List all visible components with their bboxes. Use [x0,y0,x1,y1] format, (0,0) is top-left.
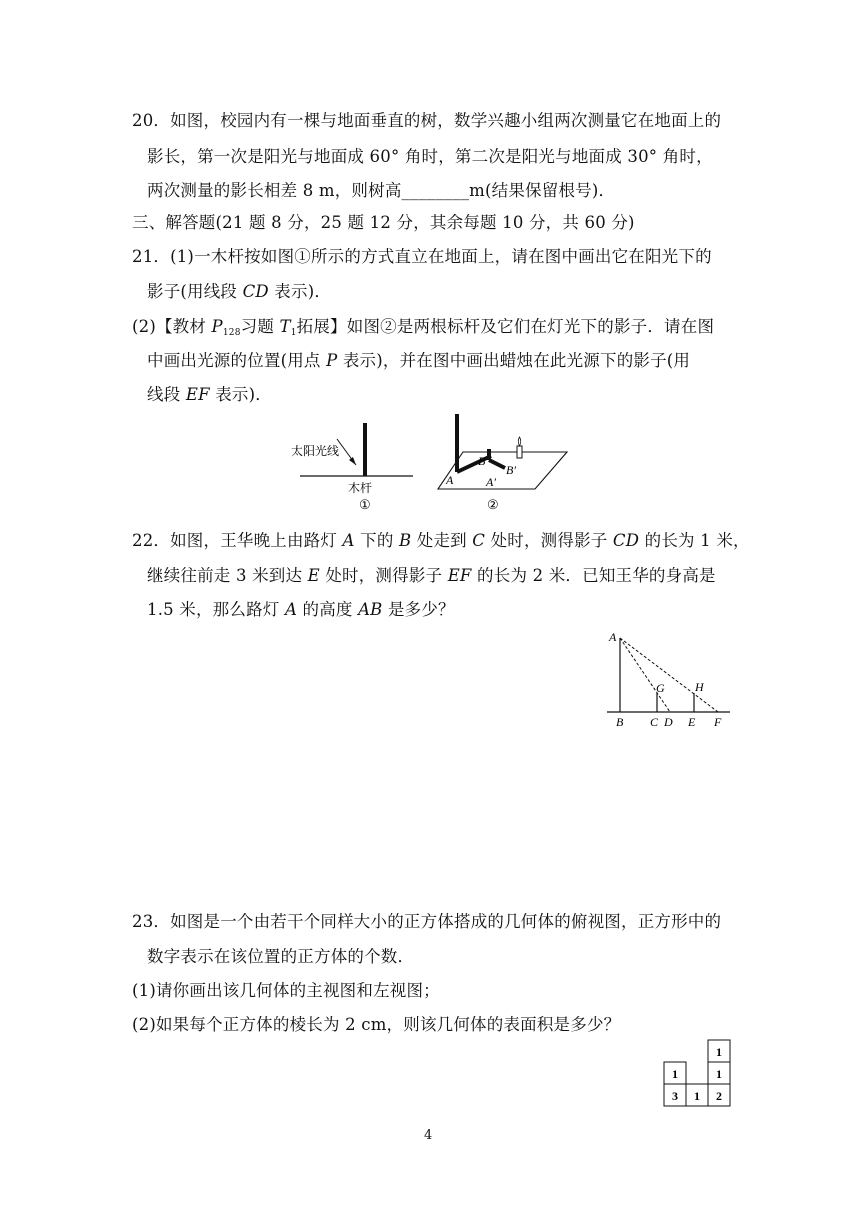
figure-number: ① [359,497,371,512]
shadow-a [457,456,491,472]
figure-2 [430,410,575,515]
q21-line1: 21．(1)一木杆按如图①所示的方式直立在地面上，请在图中画出它在阳光下的 [132,247,712,266]
q21-part2-line3: 线段 EF 表示)． [147,385,272,404]
light-ray-d [620,638,670,712]
label-g: G [656,681,665,695]
q21-line2: 影子(用线段 CD 表示)． [147,282,332,301]
answer-blank: ________ [401,181,470,200]
q20-line3: 两次测量的影长相差 8 m，则树高________m(结果保留根号)． [147,181,616,200]
pole-label: 木杆 [348,481,373,495]
q22-line1: 22．如图，王华晚上由路灯 A 下的 B 处走到 C 处时，测得影子 CD 的长为 1 米， [132,531,750,550]
cell-count: 1 [672,1067,678,1081]
cell-count: 1 [716,1067,722,1081]
q20-line2: 影长，第一次是阳光与地面成 60° 角时，第二次是阳光与地面成 30° 角时， [147,147,713,166]
q23-line1: 23．如图是一个由若干个同样大小的正方体搭成的几何体的俯视图，正方形中的 [132,912,722,931]
q21-part2-line1: (2)【教材 $P_{128}$习题 $T_1$拓展】如图②是两根标杆及它们在灯光下的影子．请在图 [132,317,715,338]
label-e: E [688,715,696,729]
label-b: B [616,715,624,729]
top-view-grid [660,1035,735,1110]
label-d: D [664,715,673,729]
q20-line1: 20．如图，校园内有一棵与地面垂直的树，数学兴趣小组两次测量它在地面上的 [132,111,722,130]
q22-line3: 1.5 米，那么路灯 A 的高度 AB 是多少？ [147,600,455,619]
arrow-head-icon [349,457,356,465]
cell-count: 2 [716,1089,722,1103]
page-number: 4 [424,1128,433,1143]
label-a: A [446,473,454,487]
figure-number: ② [487,497,499,512]
q23-part1: (1)请你画出该几何体的主视图和左视图； [132,981,440,1000]
sun-label: 太阳光线 [291,444,340,458]
label-b: B [478,454,486,468]
shadow-b [489,460,505,468]
flame-icon [518,437,521,446]
cell-count: 1 [694,1089,700,1103]
label-a: A [609,630,617,644]
q23-part2: (2)如果每个正方体的棱长为 2 cm，则该几何体的表面积是多少？ [132,1015,621,1034]
q23-line2: 数字表示在该位置的正方体的个数． [147,947,415,966]
figure-1 [285,415,420,515]
label-h: H [695,680,704,694]
q21-part2-line2: 中画出光源的位置(用点 P 表示)，并在图中画出蜡烛在此光源下的影子(用 [147,351,691,370]
lamp-figure [600,625,740,735]
label-b-prime: B′ [506,463,516,477]
candle-icon [517,446,522,458]
q22-line2: 继续往前走 3 米到达 E 处时，测得影子 EF 的长为 2 米．已知王华的身高是 [147,566,716,585]
cell-count: 1 [716,1045,722,1059]
cell-count: 3 [672,1089,678,1103]
section-heading: 三、解答题(21 题 8 分，25 题 12 分，其余每题 10 分，共 60 分) [132,213,635,232]
label-a-prime: A′ [486,475,496,489]
light-ray-f [620,638,718,712]
label-c: C [650,715,659,729]
label-f: F [714,715,722,729]
